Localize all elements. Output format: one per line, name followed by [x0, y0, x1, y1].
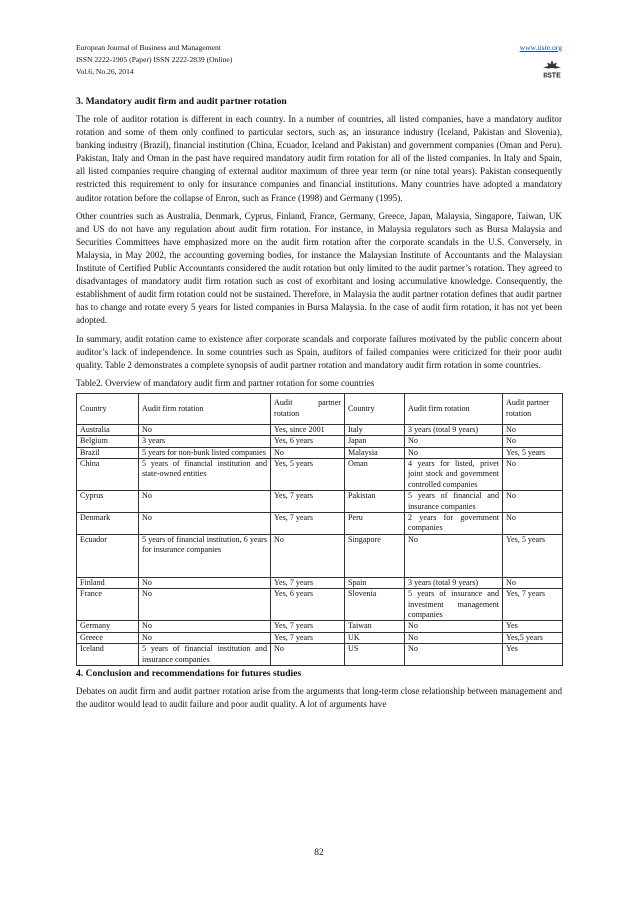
firm-rotation-cell: No	[139, 621, 271, 632]
country-cell: UK	[345, 632, 405, 643]
issn-line: ISSN 2222-1905 (Paper) ISSN 2222-2839 (Online)	[76, 55, 233, 64]
firm-rotation-cell: No	[405, 534, 503, 577]
table-header-row	[77, 393, 563, 424]
firm-rotation-cell: No	[405, 644, 503, 666]
table-row	[77, 589, 563, 621]
firm-rotation-cell: 5 years of financial institution and state-owned entities	[139, 459, 271, 491]
firm-rotation-cell: 4 years for listed, privet joint stock and government controlled companies	[405, 459, 503, 491]
firm-rotation-cell: 5 years of financial institution and insurance companies	[139, 644, 271, 666]
firm-rotation-cell: No	[405, 436, 503, 447]
partner-rotation-cell: Yes, 7 years	[271, 491, 345, 513]
partner-rotation-cell: Yes, 5 years	[503, 447, 563, 458]
partner-rotation-cell: Yes	[503, 644, 563, 666]
svg-text:IISTE: IISTE	[543, 72, 561, 79]
page-header	[76, 42, 562, 78]
partner-rotation-cell: Yes,5 years	[503, 632, 563, 643]
firm-rotation-cell: No	[139, 632, 271, 643]
table-caption: Table2. Overview of mandatory audit firm and partner rotation for some countries	[76, 377, 375, 388]
country-cell: Spain	[345, 577, 405, 588]
firm-rotation-cell: 3 years	[139, 436, 271, 447]
firm-rotation-cell: 3 years (total 9 years)	[405, 577, 503, 588]
country-cell: France	[77, 589, 139, 621]
firm-rotation-cell: 5 years of financial and insurance companies	[405, 491, 503, 513]
table-row	[77, 534, 563, 577]
country-cell: Greece	[77, 632, 139, 643]
country-cell: US	[345, 644, 405, 666]
country-cell: Singapore	[345, 534, 405, 577]
section-4-heading: 4. Conclusion and recommendations for futures studies	[76, 668, 302, 680]
country-cell: Belgium	[77, 436, 139, 447]
section-3-paragraph-1: The role of auditor rotation is different in each country. In a number of countries, all listed companies, have a mandatory auditor rotation and some of them only confined to particular sectors, such as, an insurance industry (Iceland, Pakistan and Slovenia), banking industry (Brazil), financial institution (China, Ecuador, Iceland and Pakistan) and government companies (Oman and Peru). Pakistan, Italy and Oman in the past have required mandatory audit firm rotation for all of the listed companies. In Italy and Spain, all listed companies require changing of external auditor maximum of three year term (or nine total years). Pakistan consequently restricted this requirement to only for insurance companies and financial institutions. Many countries have adopted a mandatory auditor rotation before the collapse of Enron, such as France (1998) and Germany (1995).	[76, 114, 562, 203]
firm-rotation-cell: No	[139, 424, 271, 435]
table-row	[77, 513, 563, 535]
partner-rotation-cell: Yes, 6 years	[271, 589, 345, 621]
country-cell: Japan	[345, 436, 405, 447]
partner-rotation-cell: No	[271, 447, 345, 458]
firm-rotation-cell: 5 years for non-bunk listed companies	[139, 447, 271, 458]
firm-rotation-cell: No	[139, 589, 271, 621]
partner-rotation-cell: No	[503, 424, 563, 435]
firm-rotation-cell: No	[405, 632, 503, 643]
partner-rotation-cell: Yes, 5 years	[271, 459, 345, 491]
iiste-logo	[542, 59, 562, 79]
header-audit-partner-rotation: Audit partner rotation	[271, 393, 345, 424]
country-cell: Taiwan	[345, 621, 405, 632]
country-cell: Denmark	[77, 513, 139, 535]
journal-url-link[interactable]: www.iiste.org	[519, 43, 562, 52]
country-cell: Finland	[77, 577, 139, 588]
partner-rotation-cell: Yes, 7 years	[271, 577, 345, 588]
country-cell: Australia	[77, 424, 139, 435]
header-audit-firm-rotation: Audit firm rotation	[405, 393, 503, 424]
partner-rotation-cell: No	[503, 436, 563, 447]
country-cell: Germany	[77, 621, 139, 632]
table-row	[77, 491, 563, 513]
header-audit-firm-rotation: Audit firm rotation	[139, 393, 271, 424]
partner-rotation-cell: Yes	[503, 621, 563, 632]
partner-rotation-cell: Yes, 7 years	[271, 621, 345, 632]
table-row	[77, 621, 563, 632]
firm-rotation-cell: 3 years (total 9 years)	[405, 424, 503, 435]
firm-rotation-cell: No	[405, 447, 503, 458]
volume-line: Vol.6, No.26, 2014	[76, 67, 134, 76]
partner-rotation-cell: Yes, 7 years	[271, 513, 345, 535]
table-row	[77, 577, 563, 588]
partner-rotation-cell: No	[503, 459, 563, 491]
country-cell: Cyprus	[77, 491, 139, 513]
country-cell: Peru	[345, 513, 405, 535]
table-row	[77, 436, 563, 447]
firm-rotation-cell: No	[139, 513, 271, 535]
country-cell: Slovenia	[345, 589, 405, 621]
firm-rotation-cell: 2 years for government companies	[405, 513, 503, 535]
table-row	[77, 459, 563, 491]
firm-rotation-cell: 5 years of insurance and investment management companies	[405, 589, 503, 621]
country-cell: Pakistan	[345, 491, 405, 513]
firm-rotation-cell: No	[139, 491, 271, 513]
table-row	[77, 644, 563, 666]
country-cell: Brazil	[77, 447, 139, 458]
table-row	[77, 447, 563, 458]
firm-rotation-cell: 5 years of financial institution, 6 years for insurance companies	[139, 534, 271, 577]
country-cell: China	[77, 459, 139, 491]
partner-rotation-cell: Yes, since 2001	[271, 424, 345, 435]
section-3-paragraph-3: In summary, audit rotation came to existence after corporate scandals and corporate failures motivated by the public concern about auditor’s lack of independence. In some countries such as Spain, auditors of failed companies were criticized for their poor audit quality. Table 2 demonstrates a complete synopsis of audit partner rotation and mandatory audit firm rotation in some countries.	[76, 333, 562, 370]
header-audit-partner-rotation: Audit partner rotation	[503, 393, 563, 424]
firm-rotation-cell: No	[139, 577, 271, 588]
firm-rotation-cell: No	[405, 621, 503, 632]
rotation-table	[76, 393, 563, 666]
table-row	[77, 424, 563, 435]
partner-rotation-cell: No	[271, 644, 345, 666]
page-number: 82	[314, 848, 324, 858]
country-cell: Iceland	[77, 644, 139, 666]
section-3-heading: 3. Mandatory audit firm and audit partner rotation	[76, 96, 287, 107]
header-country: Country	[345, 393, 405, 424]
partner-rotation-cell: Yes, 5 years	[503, 534, 563, 577]
main-content	[76, 96, 562, 716]
partner-rotation-cell: No	[503, 577, 563, 588]
header-country: Country	[77, 393, 139, 424]
partner-rotation-cell: No	[503, 513, 563, 535]
section-4-paragraph-1: Debates on audit firm and audit partner rotation arise from the arguments that long-term close relationship between management and the auditor would lead to audit failure and poor audit quality. A lot of arguments have	[76, 686, 562, 710]
country-cell: Oman	[345, 459, 405, 491]
partner-rotation-cell: Yes, 6 years	[271, 436, 345, 447]
country-cell: Malaysia	[345, 447, 405, 458]
country-cell: Italy	[345, 424, 405, 435]
journal-name: European Journal of Business and Management	[76, 43, 221, 52]
partner-rotation-cell: Yes, 7 years	[271, 632, 345, 643]
table-row	[77, 632, 563, 643]
partner-rotation-cell: No	[271, 534, 345, 577]
section-3-paragraph-2: Other countries such as Australia, Denmark, Cyprus, Finland, France, Germany, Greece, Japan, Malaysia, Singapore, Taiwan, UK and US do not have any regulation about audit firm rotation. For instance, in Malaysia regulators such as Bursa Malaysia and Securities Committees have emphasized more on the audit firm rotation after the corporate scandals in the U.S. Conversely, in Malaysia, in May 2002, the accounting governing bodies, for instance the Malaysian Institute of Accountants and the Malaysian Institute of Certified Public Accountants considered the audit rotation but only limited to the audit partner’s rotation. They agreed to disadvantages of mandatory audit firm rotation such as cost of exorbitant and losing accumulative knowledge. Consequently, the establishment of audit firm rotation could not be sustained. Therefore, in Malaysia the audit partner rotation defines that audit partner has to change and rotate every 5 years for listed companies in Bursa Malaysia. In the case of audit firm rotation, it has not yet been adopted.	[76, 210, 562, 326]
partner-rotation-cell: Yes, 7 years	[503, 589, 563, 621]
country-cell: Ecuador	[77, 534, 139, 577]
partner-rotation-cell: No	[503, 491, 563, 513]
